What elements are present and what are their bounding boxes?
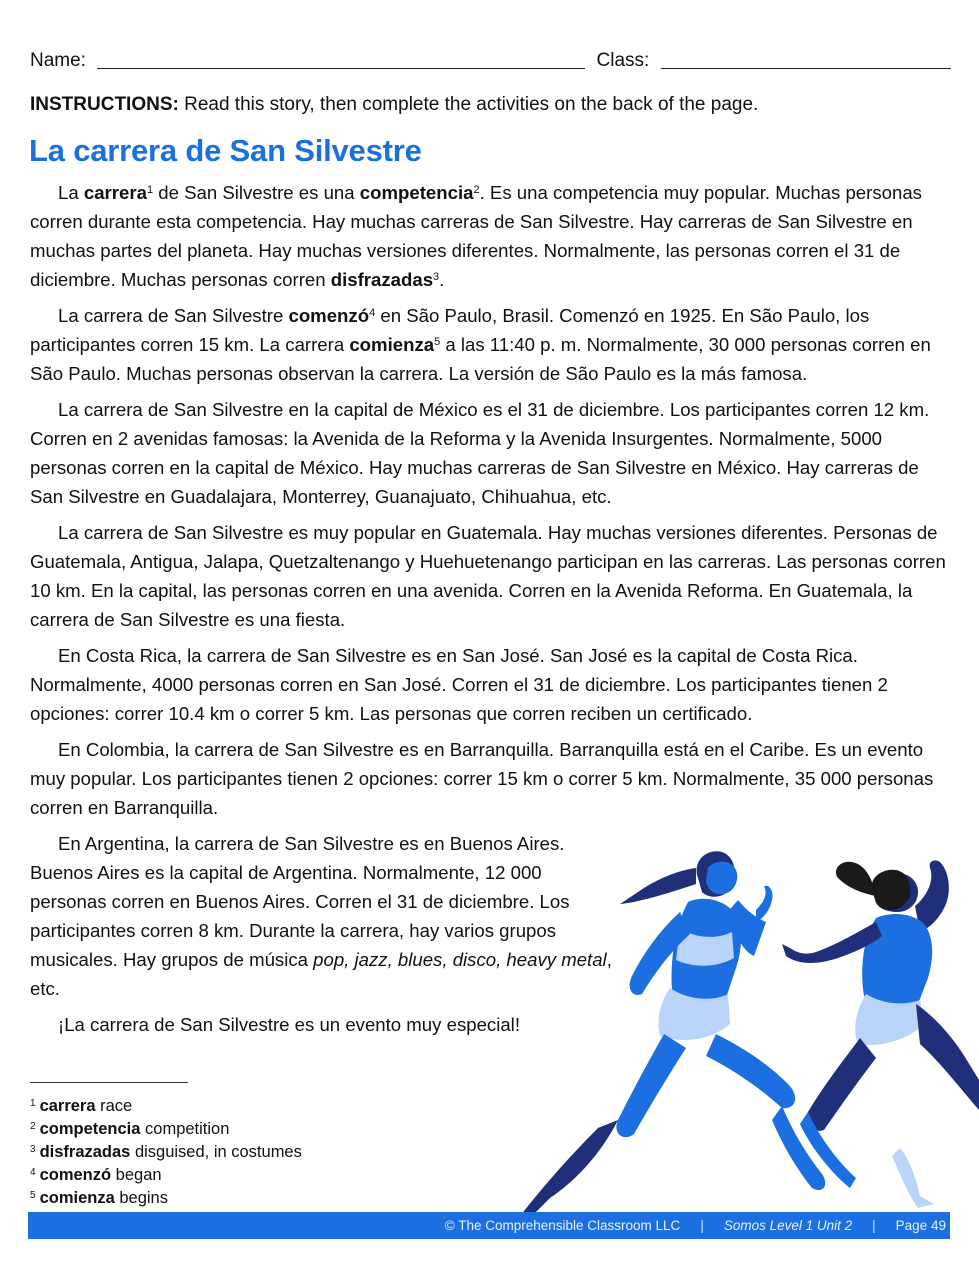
two-runners-illustration bbox=[520, 848, 979, 1216]
footnote-definition: race bbox=[95, 1097, 133, 1115]
class-blank[interactable] bbox=[661, 50, 951, 69]
story-paragraph-8: ¡La carrera de San Silvestre es un evento muy especial! bbox=[58, 1014, 520, 1035]
footnote-1 bbox=[30, 1095, 302, 1118]
footer-copyright: © The Comprehensible Classroom LLC bbox=[444, 1218, 681, 1233]
story-paragraph-2 bbox=[30, 301, 948, 388]
footnote-number: 3 bbox=[30, 1144, 36, 1155]
footnote-definition: disguised, in costumes bbox=[130, 1143, 302, 1161]
footnote-number: 4 bbox=[30, 1167, 36, 1178]
text: a las 11:40 p. m. Normalmente, 30 000 personas corren en São Paulo. Muchas personas observan la carrera. La versión de São Paulo es la más famosa. bbox=[30, 334, 931, 384]
music-genres: pop, jazz, blues, disco, heavy metal bbox=[313, 949, 607, 970]
name-label: Name: bbox=[30, 50, 86, 71]
footnote-ref-1: 1 bbox=[146, 184, 154, 196]
footnote-5 bbox=[30, 1187, 302, 1210]
story-paragraph-1 bbox=[30, 178, 948, 294]
footnote-ref-4: 4 bbox=[369, 307, 376, 319]
text: de San Silvestre es una bbox=[153, 182, 360, 203]
vocab-comenzo: comenzó bbox=[288, 305, 370, 326]
footnote-term: disfrazadas bbox=[39, 1143, 131, 1161]
text: La bbox=[58, 182, 84, 203]
story-paragraph-6: En Colombia, la carrera de San Silvestre es en Barranquilla. Barranquilla está en el Caribe. Es un evento muy popular. Los participantes tienen 2 opciones: correr 15 km o correr 5 km. Normalmente, 35 000 personas corren en Barranquilla. bbox=[30, 739, 934, 818]
footnote-2 bbox=[30, 1118, 302, 1141]
footnote-number: 5 bbox=[30, 1190, 36, 1201]
instructions bbox=[30, 94, 945, 116]
footer-book-title: Somos Level 1 Unit 2 bbox=[723, 1218, 853, 1233]
footnote-definition: begins bbox=[114, 1189, 168, 1207]
footnote-divider bbox=[30, 1082, 188, 1083]
footer-separator: | bbox=[872, 1218, 876, 1233]
story-title: La carrera de San Silvestre bbox=[29, 133, 422, 168]
text: , etc. bbox=[30, 949, 612, 999]
footnote-3 bbox=[30, 1141, 302, 1164]
footnote-term: comenzó bbox=[39, 1166, 112, 1184]
text: en São Paulo, Brasil. Comenzó en 1925. En São Paulo, los participantes corren 15 km. La carrera bbox=[30, 305, 870, 355]
footnote-ref-2: 2 bbox=[473, 184, 480, 196]
story-paragraph-5: En Costa Rica, la carrera de San Silvestre es en San José. San José es la capital de Costa Rica. Normalmente, 4000 personas corren en San José. Corren el 31 de diciembre. Los participantes tienen 2 opciones: correr 10.4 km o correr 5 km. Las personas que corren reciben un certificado. bbox=[30, 645, 888, 724]
vocab-comienza: comienza bbox=[349, 334, 435, 355]
text: La carrera de San Silvestre bbox=[58, 305, 289, 326]
footer-bar bbox=[28, 1212, 950, 1239]
text: . Es una competencia muy popular. Muchas personas corren durante esta competencia. Hay muchas carreras de San Silvestre. Hay carreras de San Silvestre en muchas partes del planeta. Hay muchas versiones diferentes. Normalmente, las personas corren el 31 de diciembre. Muchas personas corren bbox=[30, 182, 922, 290]
text: En Argentina, la carrera de San Silvestre es en Buenos Aires. Buenos Aires es la capital de Argentina. Normalmente, 12 000 personas corren en Buenos Aires. Corren el 31 de diciembre. Los participantes corren 8 km. Durante la carrera, hay varios grupos musicales. Hay grupos de música bbox=[30, 833, 570, 970]
vocab-competencia: competencia bbox=[359, 182, 474, 203]
footnote-term: competencia bbox=[39, 1120, 141, 1138]
footnote-4 bbox=[30, 1164, 302, 1187]
footnotes bbox=[30, 1095, 302, 1210]
footnote-ref-5: 5 bbox=[434, 336, 441, 348]
runner-back bbox=[782, 860, 979, 1208]
footnote-definition: competition bbox=[140, 1120, 230, 1138]
footer-separator: | bbox=[700, 1218, 704, 1233]
name-blank[interactable] bbox=[97, 50, 585, 69]
footer-page-number: 49 bbox=[930, 1218, 946, 1233]
instructions-label: INSTRUCTIONS: bbox=[30, 94, 179, 115]
footnote-ref-3: 3 bbox=[433, 271, 440, 283]
vocab-disfrazadas: disfrazadas bbox=[330, 269, 434, 290]
footnote-definition: began bbox=[111, 1166, 162, 1184]
runner-front bbox=[520, 851, 825, 1216]
footnote-number: 2 bbox=[30, 1121, 36, 1132]
story-paragraph-4: La carrera de San Silvestre es muy popular en Guatemala. Hay muchas versiones diferentes. Personas de Guatemala, Antigua, Jalapa, Quetzaltenango y Huehuetenango participan en las carreras. Las personas corren 10 km. En la capital, las personas corren en una avenida. Corren en la Avenida Reforma. En Guatemala, la carrera de San Silvestre es una fiesta. bbox=[30, 522, 946, 630]
footnote-term: comienza bbox=[39, 1189, 115, 1207]
text: . bbox=[439, 269, 445, 290]
story-paragraph-3: La carrera de San Silvestre en la capital de México es el 31 de diciembre. Los participantes corren 12 km. Corren en 2 avenidas famosas: la Avenida de la Reforma y la Avenida Insurgentes. Normalmente, 5000 personas corren en la capital de México. Hay muchas carreras de San Silvestre en México. Hay carreras de San Silvestre en Guadalajara, Monterrey, Guanajuato, Chihuahua, etc. bbox=[30, 399, 930, 507]
footer-page-label: Page bbox=[895, 1218, 928, 1233]
vocab-carrera: carrera bbox=[83, 182, 147, 203]
name-class-line bbox=[30, 50, 945, 72]
footnote-number: 1 bbox=[30, 1098, 36, 1109]
class-label: Class: bbox=[596, 50, 650, 71]
instructions-text: Read this story, then complete the activities on the back of the page. bbox=[178, 94, 759, 115]
footnote-term: carrera bbox=[39, 1097, 96, 1115]
